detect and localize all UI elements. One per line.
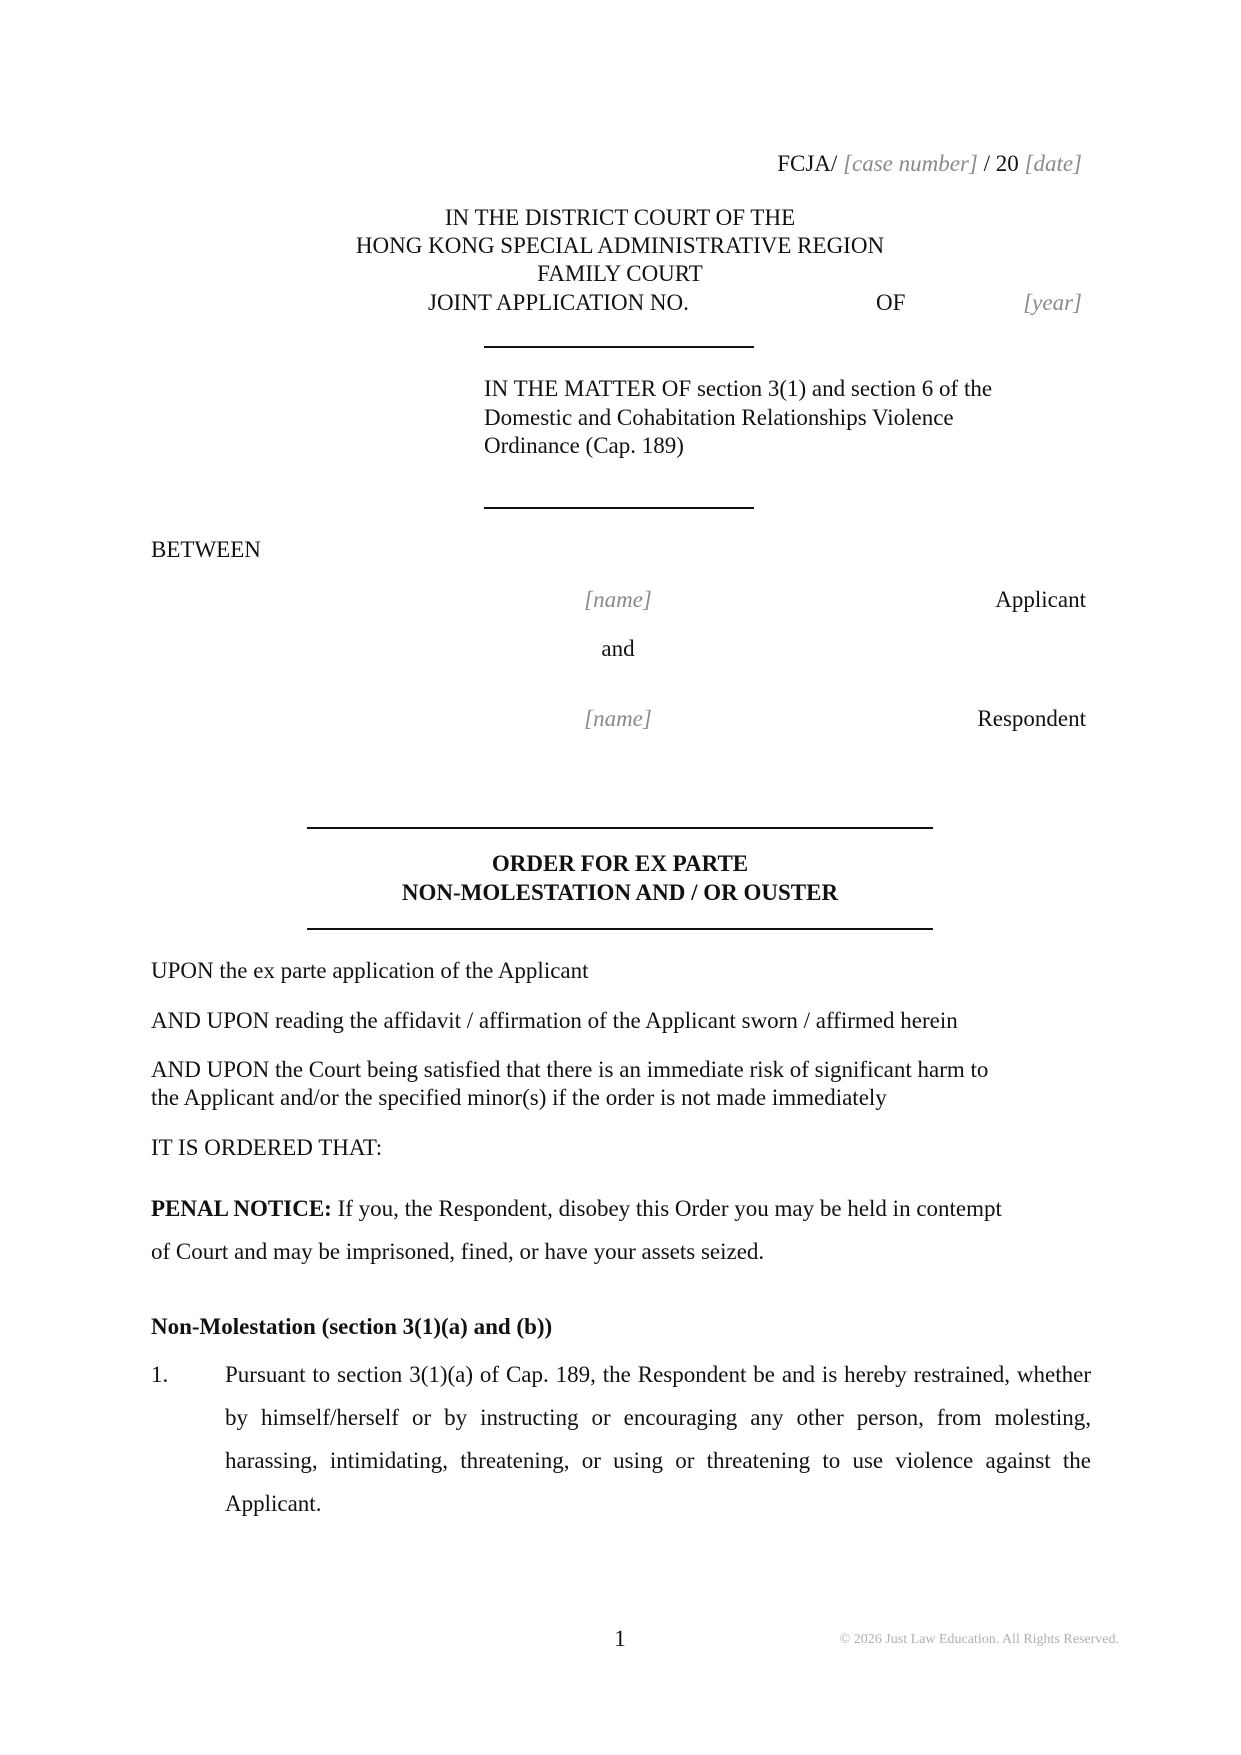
item-text: Pursuant to section 3(1)(a) of Cap. 189, the Respondent be and is hereby restrained, whether by himself/herself or by instructing or encouraging any other person, from molesting, harassing, intimidating, threatening, or using or threatening to use violence against the Applicant.	[225, 1362, 1091, 1516]
copyright-notice: © 2026 Just Law Education. All Rights Reserved.	[839, 1632, 1119, 1647]
recital-risk-line-1: AND UPON the Court being satisfied that there is an immediate risk of significant harm to	[151, 1057, 989, 1082]
application-label: JOINT APPLICATION NO.	[428, 290, 689, 315]
case-ref-separator: / 20	[983, 151, 1019, 176]
ordered-statement: IT IS ORDERED THAT:	[151, 1135, 383, 1160]
court-line-1: IN THE DISTRICT COURT OF THE	[444, 205, 796, 230]
and-label: and	[601, 636, 635, 661]
case-ref-prefix: FCJA/	[777, 151, 838, 176]
recital-application: UPON the ex parte application of the Applicant	[151, 958, 589, 983]
title-bottom-rule	[307, 928, 933, 930]
matter-line-3: Ordinance (Cap. 189)	[484, 433, 684, 458]
item-number: 1.	[151, 1362, 169, 1387]
applicant-label: Applicant	[995, 587, 1086, 612]
penal-notice-label: PENAL NOTICE:	[151, 1196, 332, 1221]
date-placeholder: [date]	[1024, 151, 1082, 176]
recital-affidavit: AND UPON reading the affidavit / affirmation of the Applicant sworn / affirmed herein	[151, 1008, 958, 1033]
between-label: BETWEEN	[151, 537, 261, 562]
order-title-line-2: NON-MOLESTATION AND / OR OUSTER	[401, 880, 839, 905]
of-label: OF	[876, 290, 906, 315]
year-placeholder: [year]	[1023, 290, 1082, 315]
matter-line-2: Domestic and Cohabitation Relationships Violence	[484, 405, 954, 430]
divider-rule	[484, 346, 754, 348]
respondent-name-placeholder: [name]	[584, 706, 652, 731]
page-number: 1	[614, 1626, 626, 1651]
order-title-line-1: ORDER FOR EX PARTE	[491, 851, 749, 876]
applicant-name-placeholder: [name]	[584, 587, 652, 612]
case-number-placeholder: [case number]	[843, 151, 978, 176]
penal-notice-line-2: of Court and may be imprisoned, fined, or have your assets seized.	[151, 1239, 765, 1264]
title-top-rule	[307, 827, 933, 829]
penal-notice-text: If you, the Respondent, disobey this Order you may be held in contempt	[331, 1196, 1002, 1221]
divider-rule	[484, 507, 754, 509]
court-line-2: HONG KONG SPECIAL ADMINISTRATIVE REGION	[355, 233, 885, 258]
recital-risk-line-2: the Applicant and/or the specified minor(s) if the order is not made immediately	[151, 1085, 887, 1110]
case-reference	[777, 149, 1082, 178]
respondent-label: Respondent	[977, 706, 1086, 731]
court-line-3: FAMILY COURT	[537, 261, 703, 286]
penal-notice-line-1	[151, 1194, 1002, 1223]
matter-line-1: IN THE MATTER OF section 3(1) and section 6 of the	[484, 376, 993, 401]
section-heading: Non-Molestation (section 3(1)(a) and (b))	[151, 1314, 553, 1339]
